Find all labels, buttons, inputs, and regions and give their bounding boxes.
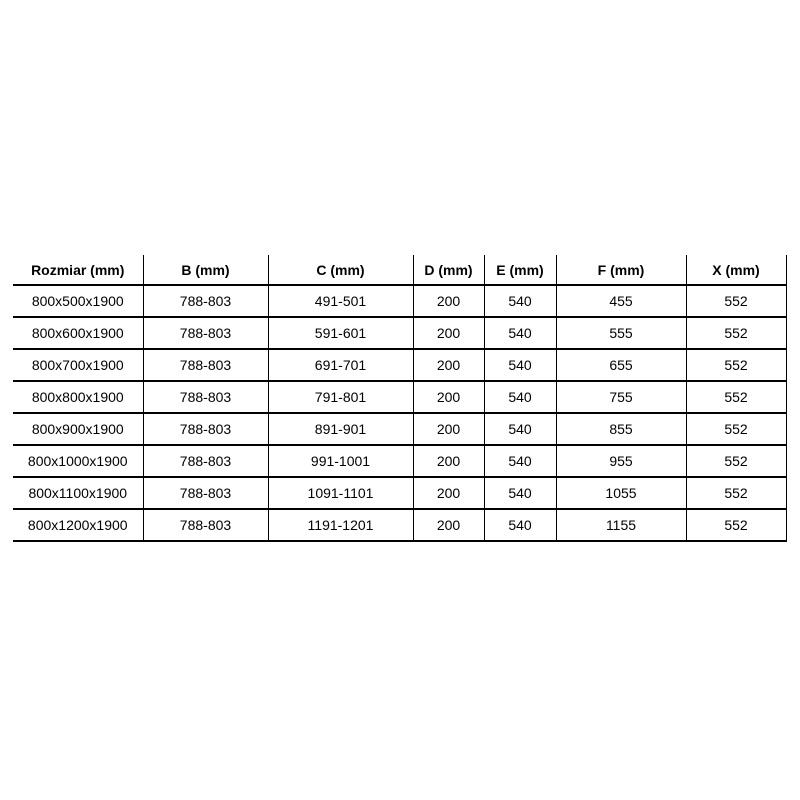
table-header bbox=[13, 255, 786, 285]
cell-c: 891-901 bbox=[268, 413, 413, 445]
cell-x: 552 bbox=[686, 349, 786, 381]
cell-d: 200 bbox=[413, 509, 484, 541]
cell-rozmiar: 800x600x1900 bbox=[13, 317, 143, 349]
cell-b: 788-803 bbox=[143, 317, 268, 349]
cell-b: 788-803 bbox=[143, 413, 268, 445]
cell-d: 200 bbox=[413, 477, 484, 509]
cell-f: 455 bbox=[556, 285, 686, 317]
cell-e: 540 bbox=[484, 349, 556, 381]
cell-f: 755 bbox=[556, 381, 686, 413]
cell-rozmiar: 800x500x1900 bbox=[13, 285, 143, 317]
cell-c: 791-801 bbox=[268, 381, 413, 413]
cell-x: 552 bbox=[686, 477, 786, 509]
table-row bbox=[13, 445, 786, 477]
cell-d: 200 bbox=[413, 413, 484, 445]
cell-rozmiar: 800x800x1900 bbox=[13, 381, 143, 413]
cell-e: 540 bbox=[484, 445, 556, 477]
cell-c: 1191-1201 bbox=[268, 509, 413, 541]
table-header-row bbox=[13, 255, 786, 285]
cell-b: 788-803 bbox=[143, 477, 268, 509]
cell-e: 540 bbox=[484, 285, 556, 317]
cell-d: 200 bbox=[413, 317, 484, 349]
cell-b: 788-803 bbox=[143, 381, 268, 413]
cell-e: 540 bbox=[484, 381, 556, 413]
cell-rozmiar: 800x1100x1900 bbox=[13, 477, 143, 509]
column-header-rozmiar: Rozmiar (mm) bbox=[13, 255, 143, 285]
cell-b: 788-803 bbox=[143, 285, 268, 317]
cell-d: 200 bbox=[413, 285, 484, 317]
cell-d: 200 bbox=[413, 445, 484, 477]
cell-e: 540 bbox=[484, 509, 556, 541]
cell-e: 540 bbox=[484, 477, 556, 509]
size-spec-table bbox=[13, 255, 787, 542]
cell-d: 200 bbox=[413, 381, 484, 413]
table-row bbox=[13, 509, 786, 541]
cell-f: 655 bbox=[556, 349, 686, 381]
column-header-e: E (mm) bbox=[484, 255, 556, 285]
column-header-d: D (mm) bbox=[413, 255, 484, 285]
size-spec-table-container bbox=[13, 255, 787, 542]
cell-c: 1091-1101 bbox=[268, 477, 413, 509]
column-header-b: B (mm) bbox=[143, 255, 268, 285]
table-body bbox=[13, 285, 786, 541]
column-header-c: C (mm) bbox=[268, 255, 413, 285]
cell-c: 491-501 bbox=[268, 285, 413, 317]
cell-f: 955 bbox=[556, 445, 686, 477]
cell-rozmiar: 800x900x1900 bbox=[13, 413, 143, 445]
cell-rozmiar: 800x1000x1900 bbox=[13, 445, 143, 477]
cell-rozmiar: 800x700x1900 bbox=[13, 349, 143, 381]
cell-e: 540 bbox=[484, 413, 556, 445]
cell-x: 552 bbox=[686, 509, 786, 541]
table-row bbox=[13, 381, 786, 413]
cell-x: 552 bbox=[686, 285, 786, 317]
cell-x: 552 bbox=[686, 413, 786, 445]
cell-x: 552 bbox=[686, 317, 786, 349]
cell-f: 1055 bbox=[556, 477, 686, 509]
table-row bbox=[13, 349, 786, 381]
cell-rozmiar: 800x1200x1900 bbox=[13, 509, 143, 541]
cell-d: 200 bbox=[413, 349, 484, 381]
table-row bbox=[13, 477, 786, 509]
cell-c: 591-601 bbox=[268, 317, 413, 349]
cell-b: 788-803 bbox=[143, 509, 268, 541]
cell-f: 1155 bbox=[556, 509, 686, 541]
cell-c: 691-701 bbox=[268, 349, 413, 381]
cell-x: 552 bbox=[686, 381, 786, 413]
cell-f: 555 bbox=[556, 317, 686, 349]
table-row bbox=[13, 413, 786, 445]
cell-e: 540 bbox=[484, 317, 556, 349]
column-header-f: F (mm) bbox=[556, 255, 686, 285]
cell-b: 788-803 bbox=[143, 349, 268, 381]
table-row bbox=[13, 317, 786, 349]
table-row bbox=[13, 285, 786, 317]
cell-c: 991-1001 bbox=[268, 445, 413, 477]
cell-b: 788-803 bbox=[143, 445, 268, 477]
column-header-x: X (mm) bbox=[686, 255, 786, 285]
cell-f: 855 bbox=[556, 413, 686, 445]
cell-x: 552 bbox=[686, 445, 786, 477]
